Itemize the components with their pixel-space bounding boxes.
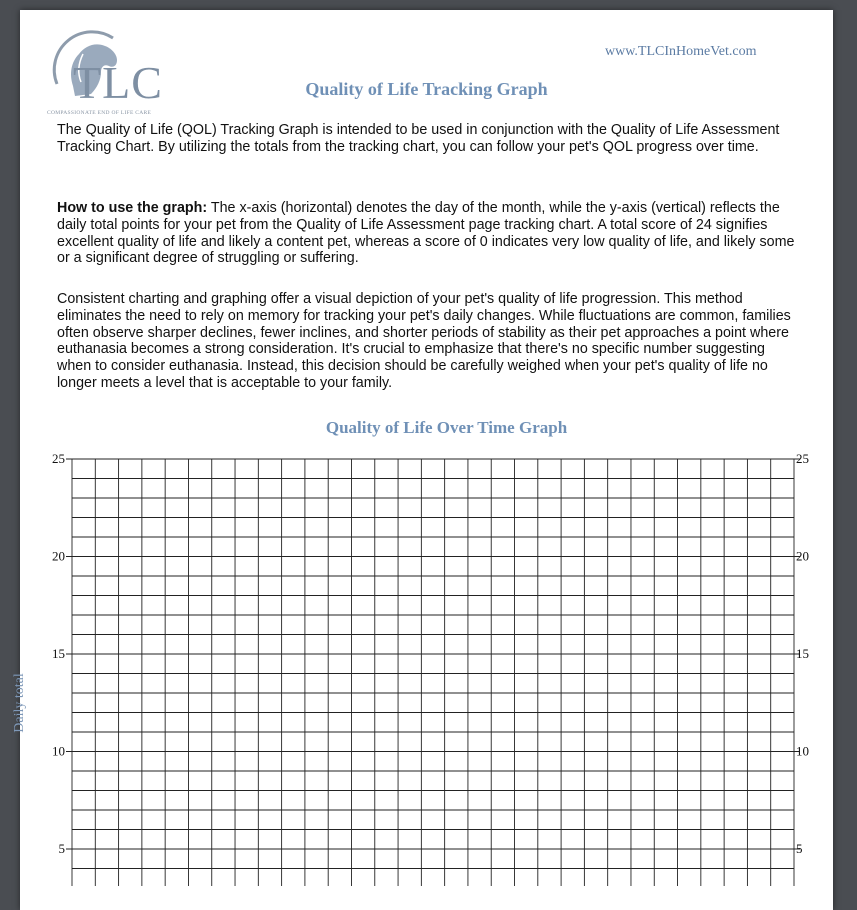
how-to-heading: How to use the graph: [57, 200, 208, 216]
y-tick-label-right: 20 [796, 548, 809, 564]
y-tick-label-right: 10 [796, 743, 809, 759]
y-tick-label-left: 20 [52, 548, 65, 564]
logo-text: TLC [73, 57, 163, 108]
y-tick-label-left: 15 [52, 646, 65, 661]
how-to-text: The x-axis (horizontal) denotes the day of the month, while the y-axis (vertical) reflects the daily total points for your pet from the Quality of Life Assessment page tracking chart. A total score of 24 signifies excellent quality of life and likely a content pet, whereas a score of 0 indicates very low quality of life, and likely some or a significant degree of struggling or suffering. [57, 200, 795, 267]
y-tick-label-right: 5 [796, 841, 803, 856]
y-tick-label-left: 25 [52, 451, 65, 466]
y-tick-label-right: 15 [796, 646, 809, 661]
graph-title: Quality of Life Over Time Graph [325, 418, 568, 437]
y-tick-label-left: 10 [52, 743, 65, 759]
page-title: Quality of Life Tracking Graph [305, 79, 548, 99]
y-tick-label-left: 5 [58, 841, 65, 856]
logo-tagline: COMPASSIONATE END OF LIFE CARE [47, 110, 152, 116]
y-axis-label: Daily total [12, 673, 27, 733]
website-link[interactable]: www.TLCInHomeVet.com [605, 44, 757, 59]
y-tick-label-right: 25 [796, 451, 809, 466]
charting-paragraph: Consistent charting and graphing offer a visual depiction of your pet's quality of life progression. This method eliminates the need to rely on memory for tracking your pet's daily changes. While fluctuations are common, families often observe sharper declines, fewer inclines, and shorter periods of stability as their pet approaches a point where euthanasia becomes a strong consideration. It's crucial to emphasize that there's no specific number suggesting when to consider euthanasia. Instead, this decision should be carefully weighed when your pet's quality of life no longer meets a level that is acceptable to your family. [57, 291, 791, 391]
intro-paragraph: The Quality of Life (QOL) Tracking Graph is intended to be used in conjunction with the Quality of Life Assessment Tracking Chart. By utilizing the totals from the tracking chart, you can follow your pet's QOL progress over time. [57, 122, 780, 155]
